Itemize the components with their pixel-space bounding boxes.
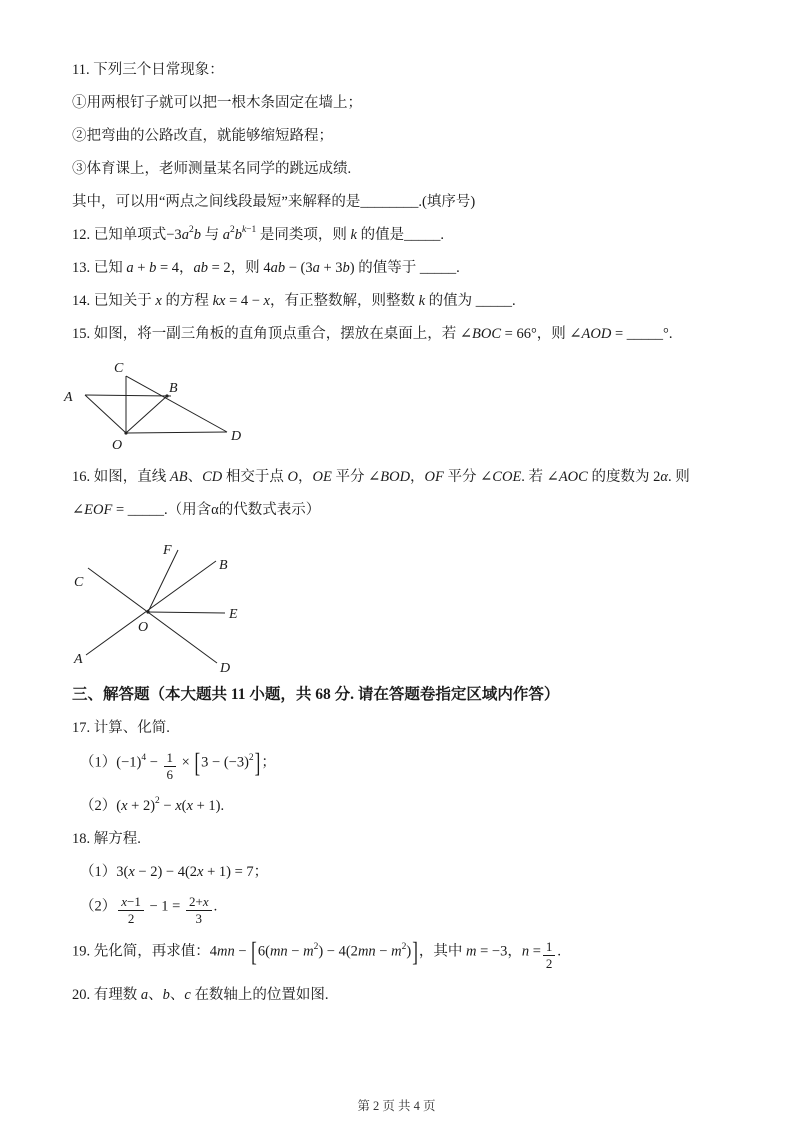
figure-q16-intersecting-lines: [58, 533, 253, 675]
text-run: . 则: [667, 469, 690, 485]
q11-item-1: [72, 93, 727, 113]
q14: [72, 291, 727, 311]
math-run: −: [146, 754, 162, 771]
math-run: ): [406, 943, 412, 960]
text-run: 其中，可以用“两点之间线段最短”来解释的是________.(填序号): [72, 194, 476, 210]
text-run: ③体育课上，老师测量某名同学的跳远成绩.: [72, 161, 352, 177]
figure-segment: [126, 396, 167, 433]
numerator: 2+x: [186, 895, 212, 911]
math-run: a + b = 4: [126, 260, 179, 276]
figure-segment: [148, 550, 178, 612]
fraction: [543, 940, 556, 972]
document-body: [64, 60, 727, 1005]
superscript: 2: [313, 941, 319, 952]
math-run: OF: [424, 469, 444, 485]
math-run: CD: [202, 469, 223, 485]
math-run: ∠AOD =: [569, 326, 624, 342]
big-bracket: [: [194, 747, 201, 779]
text-run: _____°.: [623, 326, 673, 342]
numerator: 1: [543, 940, 556, 956]
superscript: 4: [141, 752, 147, 763]
vertex-label-D: D: [220, 661, 231, 676]
section-3-title: [72, 685, 727, 705]
math-run: a: [140, 986, 149, 1003]
text-run: .: [213, 898, 218, 915]
math-run: − 1 =: [145, 898, 184, 915]
text-run: .: [220, 797, 225, 814]
text-run: 11. 下列三个日常现象：: [72, 62, 224, 78]
vertex-label-O: O: [112, 438, 123, 453]
math-run: 4mn −: [209, 943, 251, 960]
math-run: k: [350, 227, 357, 243]
math-run: a: [222, 227, 230, 243]
math-run: b: [234, 227, 242, 243]
text-run: 相交于点: [222, 469, 288, 485]
fraction: [118, 895, 144, 927]
text-run: 14. 已知关于: [72, 293, 156, 309]
text-run: 与: [200, 227, 223, 243]
q15: [72, 324, 727, 344]
q19: [72, 936, 727, 972]
math-run: ) − 4(2mn − m: [318, 943, 402, 960]
math-run: 3 − (−3): [201, 754, 249, 771]
q11-stem: [72, 60, 727, 80]
figure-segment: [85, 395, 171, 396]
text-run: 17. 计算、化简.: [72, 720, 170, 736]
text-run: ；: [253, 863, 269, 880]
superscript: 2: [155, 796, 160, 807]
q18-part-2: [72, 895, 727, 927]
big-bracket: [: [251, 936, 257, 968]
math-run: ab = 2: [193, 260, 231, 276]
vertex-label-O: O: [138, 620, 149, 635]
superscript: 2: [248, 752, 254, 763]
math-run: kx = 4 − x: [212, 293, 270, 309]
vertex-label-A: A: [64, 390, 73, 405]
text-run: 平分: [443, 469, 481, 485]
text-run: （1）: [80, 754, 117, 771]
text-run: 的值等于 _____.: [354, 260, 460, 276]
vertex-label-B: B: [169, 381, 178, 396]
text-run: 16. 如图，直线: [72, 469, 170, 485]
vertex-label-E: E: [229, 607, 238, 622]
fraction: [164, 751, 177, 783]
math-run: ×: [178, 754, 194, 771]
text-run: 的值为 _____.: [425, 293, 516, 309]
math-run: (x + 2): [116, 797, 156, 814]
big-bracket: ]: [412, 936, 418, 968]
superscript: k−1: [241, 225, 257, 236]
text-run: 的度数为: [587, 469, 654, 485]
q18-part-1: [72, 862, 727, 882]
figure-segment: [85, 395, 126, 433]
q13: [72, 258, 727, 278]
text-run: 的值是_____.: [356, 227, 444, 243]
vertex-label-F: F: [163, 543, 172, 558]
math-run: 6(mn − m: [257, 943, 314, 960]
text-run: （2）: [80, 898, 117, 915]
page-footer: [0, 1096, 793, 1114]
math-run: AB: [169, 469, 188, 485]
text-run: 、: [187, 469, 203, 485]
q16-line-2: [72, 500, 727, 520]
math-run: k: [418, 293, 426, 309]
text-run: ，其中: [418, 943, 466, 960]
q11-item-2: [72, 126, 727, 146]
math-run: 2α: [653, 469, 668, 485]
q12: [72, 225, 727, 245]
text-run: ，有正整数解，则整数: [269, 293, 419, 309]
figure-segment: [88, 568, 217, 663]
math-run: 4ab − (3a + 3b): [263, 260, 355, 276]
math-run: O: [287, 469, 298, 485]
figure-segment: [148, 612, 225, 613]
figure-point: [146, 610, 149, 613]
text-run: 、: [169, 986, 185, 1003]
text-run: 是同类项，则: [256, 227, 351, 243]
text-run: ，: [507, 943, 522, 960]
denominator: 2: [127, 910, 135, 926]
big-bracket: ]: [254, 747, 261, 779]
vertex-label-C: C: [74, 575, 84, 590]
text-run: 三、解答题（本大题共 11 小题，共 68 分. 请在答题卷指定区域内作答）: [72, 686, 560, 703]
q18-stem: [72, 829, 727, 849]
figure-segment: [126, 432, 227, 433]
figure-point: [124, 431, 127, 434]
math-run: b: [162, 986, 170, 1003]
math-run: ∠BOC = 66°: [459, 326, 537, 342]
text-run: 19. 先化简，再求值：: [72, 943, 210, 960]
q16-line-1: [72, 467, 727, 487]
math-run: −3a: [166, 227, 189, 243]
text-run: 、: [148, 986, 163, 1003]
fraction: [186, 895, 212, 927]
text-run: （2）: [80, 797, 117, 814]
math-run: ∠BOD: [368, 469, 411, 485]
q17-part-1: [72, 747, 727, 783]
superscript: 2: [188, 225, 194, 236]
math-run: ∠COE: [480, 469, 522, 485]
math-run: ∠EOF =: [72, 502, 125, 518]
superscript: 2: [229, 225, 235, 236]
denominator: 2: [545, 955, 553, 971]
q11-item-3: [72, 159, 727, 179]
vertex-label-C: C: [114, 361, 124, 376]
superscript: 2: [401, 941, 407, 952]
math-run: c: [184, 986, 191, 1003]
numerator: 1: [164, 751, 177, 767]
vertex-label-A: A: [74, 652, 83, 667]
denominator: 3: [195, 910, 203, 926]
text-run: ，: [410, 469, 425, 485]
text-run: ；: [261, 754, 276, 771]
page-number-text: 第 2 页 共 4 页: [357, 1099, 436, 1113]
figure-segment: [86, 561, 216, 655]
vertex-label-B: B: [219, 558, 228, 573]
q17-part-2: [72, 796, 727, 816]
math-run: OE: [312, 469, 332, 485]
math-run: x: [155, 293, 162, 309]
text-run: ，: [297, 469, 313, 485]
vertex-label-D: D: [231, 429, 242, 444]
math-run: b: [193, 227, 201, 243]
text-run: ①用两根钉子就可以把一根木条固定在墙上；: [72, 95, 362, 111]
text-run: 在数轴上的位置如图.: [190, 986, 329, 1003]
text-run: 15. 如图，将一副三角板的直角顶点重合，摆放在桌面上，若: [72, 326, 460, 342]
math-run: m = −3: [465, 943, 508, 960]
text-run: 20. 有理数: [72, 986, 141, 1003]
math-run: n =: [521, 943, 541, 960]
text-run: 12. 已知单项式: [72, 227, 167, 243]
text-run: .: [557, 943, 562, 960]
math-run: 3(x − 2) − 4(2x + 1) = 7: [116, 863, 254, 880]
text-run: 的方程: [161, 293, 213, 309]
text-run: ，则: [230, 260, 264, 276]
math-run: (−1): [116, 754, 142, 771]
text-run: ，: [179, 260, 194, 276]
text-run: 18. 解方程.: [72, 830, 141, 847]
q11-answer-line: [72, 192, 727, 212]
math-run: − x(x + 1): [159, 797, 221, 814]
text-run: （1）: [80, 863, 117, 880]
q17-stem: [72, 718, 727, 738]
text-run: _____.（用含α的代数式表示）: [124, 502, 321, 518]
text-run: ，则: [536, 326, 570, 342]
text-run: . 若: [521, 469, 547, 485]
text-run: 13. 已知: [72, 260, 127, 276]
q20: [72, 985, 727, 1005]
text-run: 平分: [331, 469, 369, 485]
figure-q15-triangle-rulers: [58, 357, 253, 457]
math-run: ∠AOC: [546, 469, 588, 485]
text-run: ②把弯曲的公路改直，就能够缩短路程；: [72, 128, 333, 144]
numerator: x−1: [118, 895, 144, 911]
denominator: 6: [166, 766, 174, 782]
